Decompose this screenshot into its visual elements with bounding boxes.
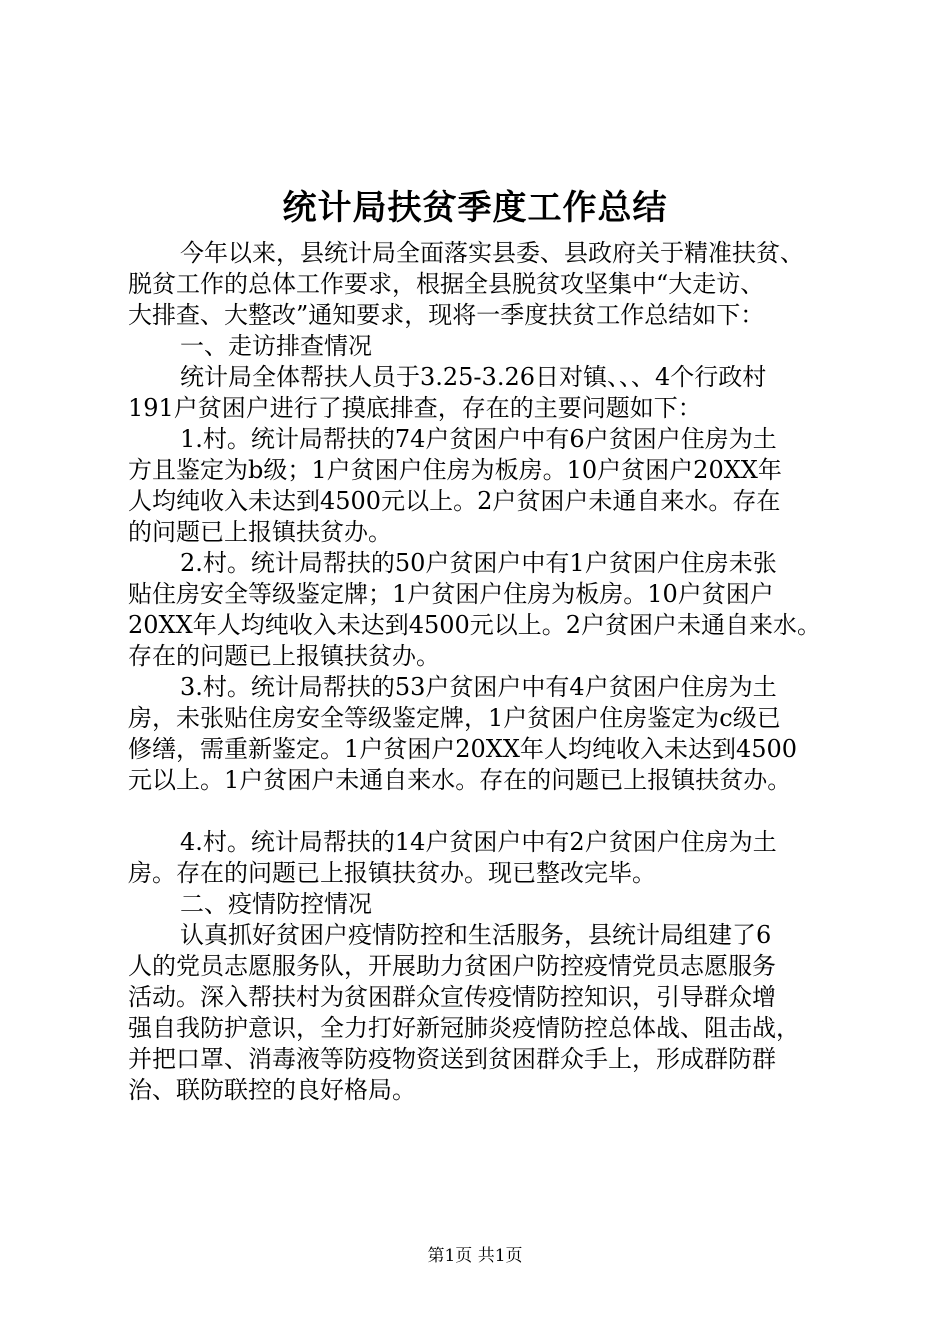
- text-line: 人的党员志愿服务队，开展助力贫困户防控疫情党员志愿服务: [128, 952, 776, 980]
- text-line: 方且鉴定为b级；1户贫困户住房为板房。10户贫困户20XX年: [128, 456, 782, 484]
- text-line: 20XX年人均纯收入未达到4500元以上。2户贫困户未通自来水。: [128, 611, 822, 639]
- text-line: 房，未张贴住房安全等级鉴定牌，1户贫困户住房鉴定为c级已: [128, 704, 781, 732]
- text-line: 并把口罩、消毒液等防疫物资送到贫困群众手上，形成群防群: [128, 1045, 776, 1073]
- text-line: 治、联防联控的良好格局。: [128, 1076, 416, 1104]
- text-line: 今年以来，县统计局全面落实县委、县政府关于精准扶贫、: [180, 239, 804, 267]
- text-line: 2.村。统计局帮扶的50户贫困户中有1户贫困户住房未张: [180, 549, 777, 577]
- section-heading: 一、走访排查情况: [180, 332, 372, 360]
- text-line: 元以上。1户贫困户未通自来水。存在的问题已上报镇扶贫办。: [128, 766, 792, 794]
- text-line: 统计局全体帮扶人员于3.25-3.26日对镇、、、4个行政村: [180, 363, 767, 391]
- section-heading: 二、疫情防控情况: [180, 890, 372, 918]
- text-line: 大排查、大整改”通知要求，现将一季度扶贫工作总结如下：: [128, 301, 765, 329]
- text-line: 修缮，需重新鉴定。1户贫困户20XX年人均纯收入未达到4500: [128, 735, 798, 763]
- text-line: 贴住房安全等级鉴定牌；1户贫困户住房为板房。10户贫困户: [128, 580, 774, 608]
- text-line: 房。存在的问题已上报镇扶贫办。现已整改完毕。: [128, 859, 656, 887]
- text-line: 脱贫工作的总体工作要求，根据全县脱贫攻坚集中“大走访、: [128, 270, 765, 298]
- text-line: 认真抓好贫困户疫情防控和生活服务，县统计局组建了6: [180, 921, 772, 949]
- document-title: 统计局扶贫季度工作总结: [282, 188, 668, 228]
- text-line: 1.村。统计局帮扶的74户贫困户中有6户贫困户住房为土: [180, 425, 777, 453]
- text-line: 活动。深入帮扶村为贫困群众宣传疫情防控知识，引导群众增: [128, 983, 776, 1011]
- text-line: 的问题已上报镇扶贫办。: [128, 518, 392, 546]
- page-footer: 第1页 共1页: [427, 1246, 523, 1266]
- text-line: 强自我防护意识，全力打好新冠肺炎疫情防控总体战、阻击战，: [128, 1014, 800, 1042]
- text-line: 3.村。统计局帮扶的53户贫困户中有4户贫困户住房为土: [180, 673, 777, 701]
- text-line: 191户贫困户进行了摸底排查，存在的主要问题如下：: [128, 394, 702, 422]
- text-line: 4.村。统计局帮扶的14户贫困户中有2户贫困户住房为土: [180, 828, 777, 856]
- text-line: 存在的问题已上报镇扶贫办。: [128, 642, 440, 670]
- text-line: 人均纯收入未达到4500元以上。2户贫困户未通自来水。存在: [128, 487, 781, 515]
